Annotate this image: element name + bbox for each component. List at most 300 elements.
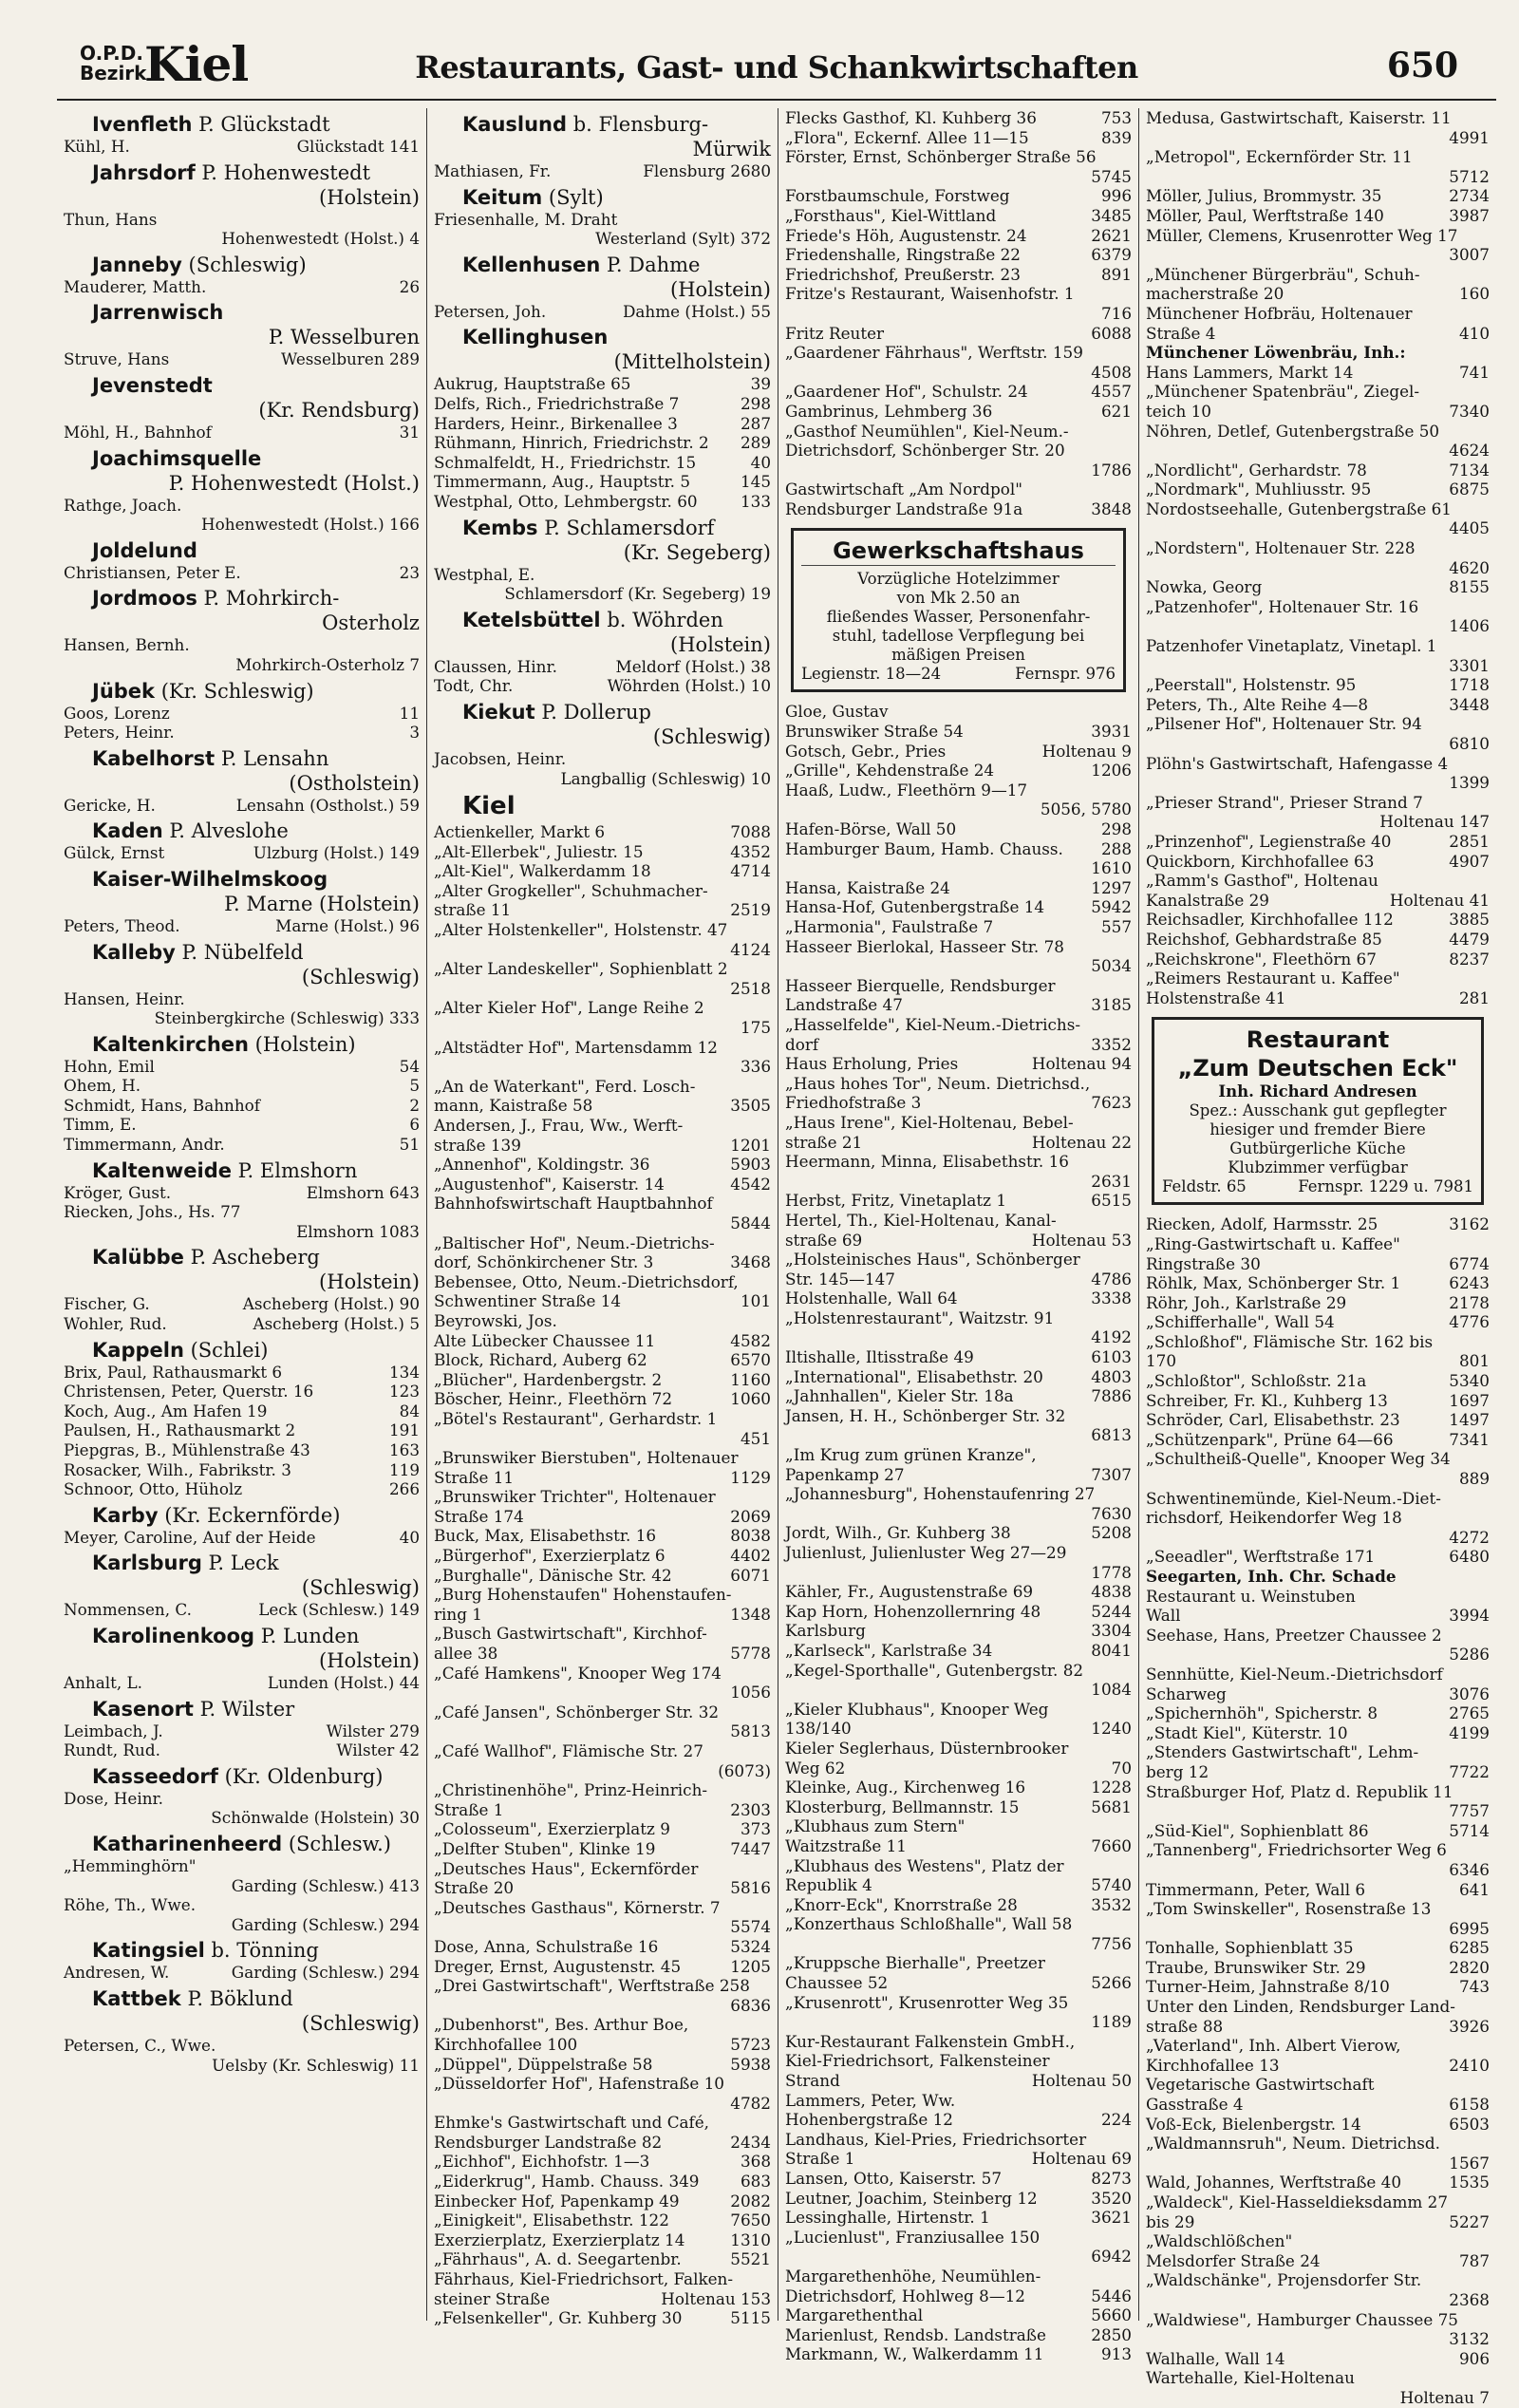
list-entry	[64, 349, 420, 369]
list-entry	[64, 1420, 420, 1440]
entry-phone	[1484, 382, 1490, 402]
place-heading	[92, 1697, 420, 1721]
list-entry	[1146, 1351, 1490, 1371]
list-entry	[434, 1448, 771, 1468]
entry-phone	[1126, 1015, 1132, 1035]
entry-name: Beyrowski, Jos.	[434, 1310, 557, 1330]
list-entry	[785, 324, 1132, 344]
list-entry	[785, 1113, 1132, 1133]
entry-name: steiner Straße	[434, 2288, 551, 2308]
entry-name: Seegarten, Inh. Chr. Schade	[1146, 1567, 1397, 1586]
entry-continuation: 7757	[1449, 1801, 1490, 1821]
list-entry	[785, 1621, 1132, 1641]
list-entry	[434, 2172, 771, 2192]
entry-name: Dose, Heinr.	[64, 1788, 164, 1808]
list-entry	[785, 128, 1132, 148]
list-entry	[434, 2055, 771, 2075]
list-entry	[434, 1976, 771, 1996]
list-entry	[785, 1386, 1132, 1406]
entry-name: Anhalt, L.	[64, 1672, 142, 1692]
entry-continuation: 7756	[1091, 1933, 1132, 1953]
entry-name: Straßburger Hof, Platz d. Republik 11	[1146, 1781, 1453, 1801]
entry-name: „Alter Grogkeller", Schuhmacher-	[434, 880, 708, 900]
entry-phone	[1484, 2036, 1490, 2056]
list-entry	[785, 441, 1132, 461]
entry-phone: 5244	[1091, 1601, 1132, 1621]
entry-phone	[1484, 1449, 1490, 1469]
place-heading	[92, 446, 420, 471]
list-entry	[1146, 1547, 1490, 1567]
entry-continuation: 1406	[1449, 616, 1490, 636]
list-entry	[434, 1272, 771, 1292]
entry-name: Chaussee 52	[785, 1973, 889, 1993]
entry-phone	[765, 1898, 771, 1918]
list-entry	[1146, 1880, 1490, 1900]
entry-name: Schmalfeldt, H., Friedrichstr. 15	[434, 452, 697, 472]
entry-phone: 11	[399, 703, 420, 723]
entry-phone: 6088	[1091, 323, 1132, 343]
place-name: Katingsiel	[92, 1939, 205, 1963]
entry-phone: 3468	[730, 1252, 771, 1272]
list-entry	[64, 1202, 420, 1222]
entry-phone	[765, 210, 771, 230]
place-name: Jordmoos	[92, 587, 197, 611]
list-entry	[1146, 1703, 1490, 1723]
entry-phone	[1126, 343, 1132, 363]
entry-phone	[414, 1202, 420, 1222]
entry-phone: Ascheberg (Holst.) 5	[253, 1314, 420, 1334]
entry-name: Haus Erholung, Pries	[785, 1054, 959, 1074]
list-entry	[785, 1914, 1132, 1934]
entry-name: „Prieser Strand", Prieser Strand 7	[1146, 792, 1423, 812]
entry-name: Timmermann, Andr.	[64, 1135, 225, 1155]
entry-name: Gericke, H.	[64, 795, 156, 815]
entry-phone	[1484, 597, 1490, 617]
entry-phone	[1126, 284, 1132, 304]
entry-phone	[1126, 480, 1132, 499]
entry-phone: Wilster 42	[336, 1740, 420, 1760]
entry-phone: Meldorf (Holst.) 38	[615, 656, 771, 676]
list-entry	[64, 1314, 420, 1334]
entry-phone: 2303	[730, 1799, 771, 1819]
entry-name: „Metropol", Eckernförder Str. 11	[1146, 147, 1413, 167]
entry-phone	[1484, 2075, 1490, 2095]
ad-line: von Mk 2.50 an	[896, 589, 1021, 608]
entry-name: Kühl, H.	[64, 137, 130, 156]
entry-continuation: 2368	[1449, 2289, 1490, 2309]
list-entry	[785, 402, 1132, 422]
list-entry	[1146, 1489, 1490, 1509]
entry-continuation: 1778	[1091, 1562, 1132, 1582]
place-heading	[92, 300, 420, 325]
entry-phone: 4907	[1449, 851, 1490, 871]
entry-name: „An de Waterkant", Ferd. Losch-	[434, 1076, 696, 1096]
list-entry	[785, 2071, 1132, 2091]
list-entry	[785, 839, 1132, 859]
entry-name: Timm, E.	[64, 1115, 137, 1135]
entry-phone	[1484, 2310, 1490, 2330]
place-name: Kattbek	[92, 1986, 181, 2010]
entry-name: Straße 1	[434, 1799, 504, 1819]
list-entry	[785, 1152, 1132, 1172]
entry-continuation: 4624	[1449, 441, 1490, 461]
entry-continuation: 6995	[1449, 1918, 1490, 1938]
entry-phone	[1126, 1250, 1132, 1270]
entry-name: „Holstenrestaurant", Waitzstr. 91	[785, 1307, 1055, 1327]
entry-name: Kähler, Fr., Augustenstraße 69	[785, 1582, 1034, 1602]
entry-name: „Colosseum", Exerzierplatz 9	[434, 1819, 670, 1839]
list-entry	[1146, 2231, 1490, 2251]
place-postal: (Kr. Schleswig)	[155, 679, 314, 703]
entry-name: „Knorr-Eck", Knorrstraße 28	[785, 1894, 1018, 1914]
entry-phone	[1126, 1993, 1132, 2013]
entry-name: Karlsburg	[785, 1621, 866, 1641]
entry-name: „Alter Landeskeller", Sophienblatt 2	[434, 959, 728, 979]
entry-phone: 7447	[730, 1838, 771, 1858]
entry-phone: 2410	[1449, 2055, 1490, 2075]
entry-phone	[414, 1789, 420, 1809]
entry-continuation: 175	[740, 1018, 771, 1038]
entry-continuation: 4124	[730, 939, 771, 959]
entry-name: Sennhütte, Kiel-Neum.-Dietrichsdorf	[1146, 1664, 1443, 1684]
list-entry	[785, 186, 1132, 206]
list-entry	[434, 1389, 771, 1409]
entry-name: „Klubhaus des Westens", Platz der	[785, 1855, 1064, 1875]
entry-name: Möller, Paul, Werftstraße 140	[1146, 205, 1384, 225]
list-entry	[434, 210, 771, 230]
entry-name: „Dubenhorst", Bes. Arthur Boe,	[434, 2015, 689, 2035]
entry-phone	[1484, 226, 1490, 246]
list-entry	[434, 1096, 771, 1116]
list-entry	[785, 702, 1132, 722]
entry-name: „Brunswiker Trichter", Holtenauer	[434, 1487, 716, 1507]
list-entry	[785, 995, 1132, 1015]
list-entry	[64, 1740, 420, 1760]
entry-name: Dietrichsdorf, Schönberger Str. 20	[785, 441, 1065, 461]
entry-continuation: 6810	[1449, 734, 1490, 753]
entry-continuation: Garding (Schlesw.) 294	[231, 1914, 420, 1934]
entry-name: „Schloßhof", Flämische Str. 162 bis	[1146, 1331, 1434, 1351]
place-postal: P. Mohrkirch-	[197, 587, 340, 611]
entry-phone	[1484, 1840, 1490, 1860]
entry-name: „Haus hohes Tor", Neum. Dietrichsd.,	[785, 1073, 1091, 1093]
entry-phone: 5816	[730, 1878, 771, 1898]
entry-name: Voß-Eck, Bielenbergstr. 14	[1146, 2114, 1361, 2134]
list-entry	[1146, 480, 1490, 499]
entry-phone: 2178	[1449, 1292, 1490, 1312]
entry-name: „Düppel", Düppelstraße 58	[434, 2054, 653, 2074]
list-entry	[64, 1721, 420, 1741]
list-entry	[64, 1076, 420, 1096]
list-entry	[434, 2133, 771, 2153]
list-entry	[1146, 714, 1490, 734]
page-title: Restaurants, Gast- und Schankwirtschaften	[415, 49, 1138, 85]
entry-phone	[1126, 976, 1132, 996]
entry-phone	[765, 565, 771, 585]
list-entry	[1146, 754, 1490, 774]
entry-phone	[1126, 1816, 1132, 1836]
entry-phone	[1126, 781, 1132, 800]
entry-phone: 3931	[1091, 722, 1132, 742]
entry-phone: 26	[399, 276, 420, 296]
list-entry	[1146, 2368, 1490, 2388]
entry-name: Dreger, Ernst, Augustenstr. 45	[434, 1956, 682, 1976]
ad-line: Spez.: Ausschank gut gepflegter	[1189, 1101, 1447, 1120]
entry-name: Mathiasen, Fr.	[434, 161, 552, 180]
entry-phone: 84	[399, 1401, 420, 1420]
entry-phone	[765, 749, 771, 769]
entry-name: Landstraße 47	[785, 995, 903, 1015]
place-name: Kauslund	[462, 113, 568, 136]
entry-phone: 4838	[1091, 1582, 1132, 1602]
entry-name: „Forsthaus", Kiel-Wittland	[785, 205, 997, 225]
ad-phone: Fernspr. 1229 u. 7981	[1298, 1177, 1473, 1196]
entry-name: „Prinzenhof", Legienstraße 40	[1146, 831, 1392, 851]
entry-phone: 7722	[1449, 1761, 1490, 1781]
column-2	[427, 108, 778, 2328]
entry-name: Turner-Heim, Jahnstraße 8/10	[1146, 1977, 1390, 1997]
entry-name: „Alt-Kiel", Walkerdamm 18	[434, 861, 651, 881]
entry-name: Friedrichshof, Preußerstr. 23	[785, 264, 1021, 284]
entry-name: „Klubhaus zum Stern"	[785, 1816, 966, 1836]
entry-phone	[1484, 538, 1490, 558]
entry-phone: 3987	[1449, 205, 1490, 225]
entry-name: „Karlseck", Karlstraße 34	[785, 1640, 993, 1660]
entry-continuation: 5286	[1449, 1645, 1490, 1665]
entry-name: „Brunswiker Bierstuben", Holtenauer	[434, 1448, 739, 1468]
place-heading-cont: (Holstein)	[670, 632, 771, 656]
list-entry	[1146, 988, 1490, 1008]
list-entry	[434, 2269, 771, 2289]
entry-phone: Holtenau 50	[1031, 2071, 1132, 2091]
entry-name: Kirchhofallee 100	[434, 2034, 578, 2054]
entry-name: Gastwirtschaft „Am Nordpol"	[785, 480, 1022, 499]
list-entry	[1146, 1684, 1490, 1704]
place-postal: P. Lunden	[254, 1624, 360, 1647]
place-name: Kellinghusen	[462, 326, 609, 349]
list-entry	[64, 496, 420, 516]
entry-phone	[1126, 1953, 1132, 1973]
entry-name: Julienlust, Julienluster Weg 27—29	[785, 1543, 1067, 1562]
entry-name: „Schloßtor", Schloßstr. 21a	[1146, 1371, 1367, 1391]
entry-phone: 906	[1458, 2348, 1490, 2368]
entry-phone: 3485	[1091, 205, 1132, 225]
column-1	[57, 108, 427, 2321]
entry-continuation: Holtenau 7	[1399, 2387, 1490, 2407]
entry-phone: 3885	[1449, 910, 1490, 930]
entry-continuation: Schlamersdorf (Kr. Segeberg) 19	[504, 584, 771, 604]
list-entry	[785, 722, 1132, 742]
entry-name: „Spichernhöh", Spicherstr. 8	[1146, 1703, 1378, 1723]
list-entry	[785, 2032, 1132, 2052]
list-entry	[785, 1719, 1132, 1739]
entry-phone: 5446	[1091, 2286, 1132, 2305]
entry-phone: 3076	[1449, 1684, 1490, 1703]
list-entry	[64, 1382, 420, 1402]
list-entry	[64, 1673, 420, 1693]
entry-name: Riecken, Johs., Hs. 77	[64, 1202, 241, 1222]
entry-phone	[765, 1409, 771, 1429]
entry-continuation: 2518	[730, 978, 771, 998]
column-3	[778, 108, 1139, 2364]
list-entry	[434, 472, 771, 492]
entry-continuation: 5844	[730, 1213, 771, 1232]
list-entry	[64, 1460, 420, 1480]
entry-name: „Seeadler", Werftstraße 171	[1146, 1547, 1376, 1567]
place-name: Kaden	[92, 819, 163, 843]
list-entry	[64, 989, 420, 1009]
entry-phone: 6158	[1449, 2095, 1490, 2115]
entry-continuation: 4272	[1449, 1527, 1490, 1547]
entry-name: „Kieler Klubhaus", Knooper Weg	[785, 1699, 1049, 1719]
entry-name: „Nordstern", Holtenauer Str. 228	[1146, 538, 1416, 558]
entry-phone: 123	[388, 1382, 420, 1402]
list-entry	[434, 1311, 771, 1331]
list-entry	[785, 1191, 1132, 1211]
entry-continuation: 1567	[1449, 2153, 1490, 2173]
list-entry	[1146, 2056, 1490, 2076]
entry-name: Landhaus, Kiel-Pries, Friedrichsorter	[785, 2129, 1087, 2149]
place-heading	[92, 1158, 420, 1183]
place-name: Karolinenkoog	[92, 1624, 255, 1647]
list-entry	[434, 1703, 771, 1722]
list-entry	[1146, 304, 1490, 324]
entry-name: Schröder, Carl, Elisabethstr. 23	[1146, 1410, 1400, 1430]
entry-phone	[765, 1703, 771, 1722]
entry-phone: 4542	[730, 1174, 771, 1194]
list-entry	[1146, 422, 1490, 442]
list-entry	[1146, 284, 1490, 304]
entry-phone: 5740	[1091, 1875, 1132, 1895]
entry-name: Möller, Julius, Brommystr. 35	[1146, 186, 1382, 206]
entry-phone	[765, 2269, 771, 2289]
entry-continuation: Westerland (Sylt) 372	[595, 229, 771, 249]
list-entry	[785, 1641, 1132, 1661]
list-entry	[785, 1250, 1132, 1270]
entry-name: Gasstraße 4	[1146, 2095, 1244, 2115]
entry-name: Mauderer, Matth.	[64, 276, 207, 296]
place-heading	[462, 516, 771, 540]
entry-phone: 1060	[730, 1389, 771, 1409]
entry-phone: 6285	[1449, 1938, 1490, 1958]
place-heading	[92, 867, 420, 892]
entry-name: „Schützenpark", Prüne 64—66	[1146, 1429, 1394, 1449]
entry-name: „Süd-Kiel", Sophienblatt 86	[1146, 1820, 1369, 1840]
entry-phone: 743	[1458, 1977, 1490, 1997]
entry-phone: 4479	[1449, 929, 1490, 949]
list-entry	[1146, 1293, 1490, 1313]
ad-line: Vorzügliche Hotelzimmer	[857, 570, 1060, 589]
place-heading	[92, 112, 420, 137]
entry-phone	[1484, 304, 1490, 324]
list-entry	[434, 900, 771, 920]
entry-continuation: Hohenwestedt (Holst.) 166	[201, 515, 420, 535]
entry-continuation: 4782	[730, 2093, 771, 2113]
entry-phone	[1484, 1567, 1490, 1587]
entry-name: Hansen, Bernh.	[64, 635, 190, 655]
entry-name: „Patzenhofer", Holtenauer Str. 16	[1146, 596, 1419, 616]
entry-name: Goos, Lorenz	[64, 703, 170, 723]
entry-phone	[1484, 499, 1490, 519]
ad-footer	[801, 665, 1116, 684]
entry-phone: 2069	[730, 1506, 771, 1526]
entry-phone: 281	[1458, 988, 1490, 1007]
list-entry	[1146, 1938, 1490, 1958]
entry-name: Lammers, Peter, Ww.	[785, 2090, 956, 2110]
place-heading	[92, 679, 420, 704]
list-entry	[64, 1963, 420, 1983]
list-entry	[1146, 538, 1490, 558]
list-entry	[64, 1895, 420, 1915]
entry-name: Wohler, Rud.	[64, 1314, 167, 1334]
place-postal: P. Hohenwestedt	[195, 160, 371, 184]
entry-phone: 6243	[1449, 1273, 1490, 1293]
list-entry	[785, 245, 1132, 265]
list-entry	[1146, 1958, 1490, 1978]
ad-address: Legienstr. 18—24	[801, 665, 942, 684]
entry-phone: 5	[409, 1076, 420, 1096]
list-entry	[434, 1859, 771, 1879]
place-heading	[92, 1986, 420, 2011]
entry-phone: 7341	[1449, 1429, 1490, 1449]
entry-name: Straße 174	[434, 1506, 524, 1526]
entry-continuation: 6942	[1091, 2247, 1132, 2267]
list-entry	[1146, 226, 1490, 246]
entry-phone	[414, 1856, 420, 1876]
entry-name: Christiansen, Peter E.	[64, 562, 241, 582]
entry-name: ring 1	[434, 1604, 482, 1624]
entry-phone: Elmshorn 643	[306, 1182, 420, 1202]
entry-name: Marienlust, Rendsb. Landstraße	[785, 2324, 1046, 2344]
list-entry	[785, 1973, 1132, 1993]
entry-phone	[1484, 1508, 1490, 1528]
place-heading	[92, 1624, 420, 1648]
entry-phone: 191	[388, 1420, 420, 1440]
list-entry	[785, 2305, 1132, 2325]
list-entry	[785, 1875, 1132, 1895]
entry-name: Heermann, Minna, Elisabethstr. 16	[785, 1152, 1069, 1172]
entry-name: Hafen-Börse, Wall 50	[785, 819, 957, 839]
list-entry	[785, 917, 1132, 937]
place-postal: b. Wöhrden	[600, 608, 723, 631]
list-entry	[434, 1566, 771, 1586]
entry-phone: Dahme (Holst.) 55	[622, 301, 771, 321]
entry-phone	[414, 210, 420, 230]
place-postal: (Holstein)	[249, 1032, 356, 1056]
column-4	[1139, 108, 1496, 2407]
entry-phone	[1484, 1234, 1490, 1254]
entry-name: dorf, Schönkirchener Str. 3	[434, 1252, 654, 1272]
entry-name: straße 88	[1146, 2016, 1224, 2036]
entry-phone: 801	[1458, 1351, 1490, 1371]
list-entry	[785, 1797, 1132, 1817]
entry-phone: Wesselburen 289	[280, 349, 420, 369]
entry-name: „Stenders Gastwirtschaft", Lehm-	[1146, 1742, 1419, 1762]
list-entry	[434, 959, 771, 979]
entry-phone	[1126, 1700, 1132, 1720]
entry-name: „Krusenrott", Krusenrotter Weg 35	[785, 1992, 1069, 2012]
entry-phone	[765, 959, 771, 979]
entry-name: „Baltischer Hof", Neum.-Dietrichs-	[434, 1232, 715, 1252]
list-entry	[1146, 2075, 1490, 2095]
entry-name: straße 21	[785, 1132, 863, 1152]
entry-name: Papenkamp 27	[785, 1464, 905, 1484]
entry-name: „Jahnhallen", Kieler Str. 18a	[785, 1386, 1014, 1406]
list-entry	[785, 742, 1132, 762]
list-entry	[64, 137, 420, 157]
entry-name: Actienkeller, Markt 6	[434, 822, 606, 842]
list-entry	[434, 2192, 771, 2211]
